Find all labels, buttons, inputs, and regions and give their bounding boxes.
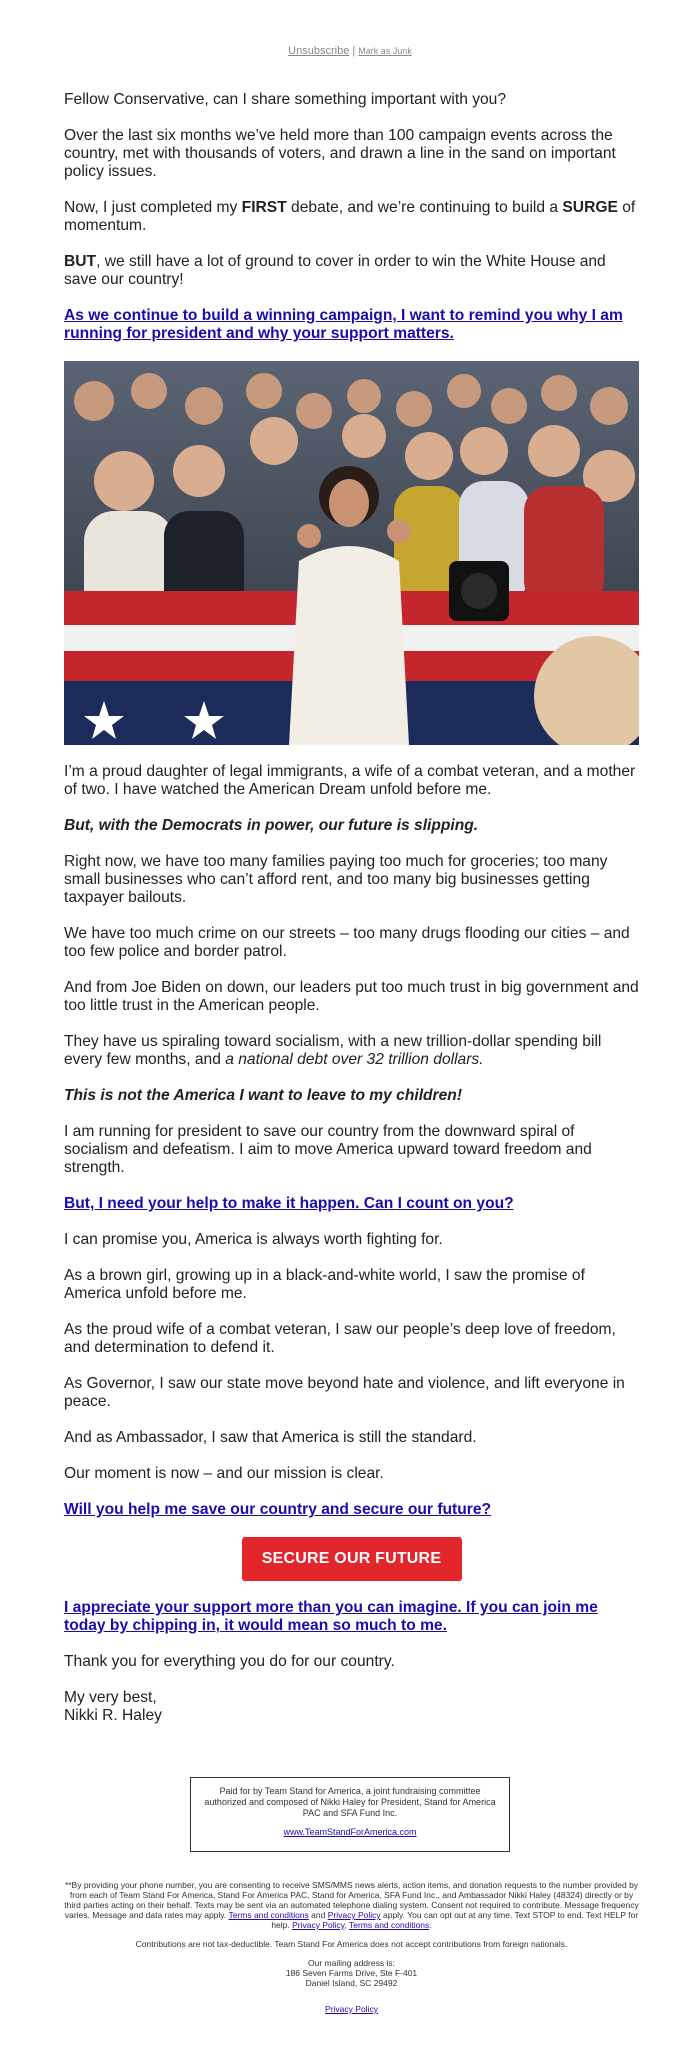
national-debt-emphasis: a national debt over 32 trillion dollars. [225, 1051, 484, 1068]
veteran-paragraph: As the proud wife of a combat veteran, I saw our people’s deep love of freedom, and determination to defend it. [64, 1321, 616, 1356]
secure-our-future-button[interactable]: SECURE OUR FUTURE [242, 1537, 462, 1581]
governor-paragraph: As Governor, I saw our state move beyond hate and violence, and lift everyone in peace. [64, 1375, 625, 1410]
unsubscribe-link[interactable]: Unsubscribe [288, 45, 350, 57]
email-body [64, 91, 639, 1743]
help-save-paragraph [64, 1501, 639, 1519]
privacy-link-2[interactable]: Privacy Policy [292, 1920, 345, 1930]
worth-fighting-paragraph: I can promise you, America is always worth fighting for. [64, 1231, 443, 1248]
button-row [64, 1537, 639, 1581]
crime-paragraph: We have too much crime on our streets – too many drugs flooding our cities – and too few police and border patrol. [64, 925, 630, 960]
socialism-paragraph: They have us spiraling toward socialism, with a new trillion-dollar spending bill every few months, and a national debt over 32 trillion dollars. [64, 1033, 602, 1068]
immigrants-paragraph: I’m a proud daughter of legal immigrants, a wife of a combat veteran, and a mother of two. I have watched the American Dream unfold before me. [64, 763, 636, 798]
closing-line: My very best, [64, 1689, 157, 1706]
paid-for-text: Paid for by Team Stand for America, a joint fundraising committee authorized and composed of Nikki Haley for President, Stand for America PAC and SFA Fund Inc. [204, 1786, 496, 1818]
thank-you-paragraph: Thank you for everything you do for our country. [64, 1653, 395, 1670]
signature-name: Nikki R. Haley [64, 1707, 162, 1724]
ambassador-paragraph: And as Ambassador, I saw that America is still the standard. [64, 1429, 477, 1446]
address-line-1: 186 Seven Farms Drive, Ste F-401 [285, 1968, 418, 1978]
surge-emphasis: SURGE [562, 199, 618, 216]
not-deductible-text: Contributions are not tax-deductible. Team Stand For America does not accept contributions from foreign nationals. [135, 1939, 568, 1949]
running-paragraph: I am running for president to save our country from the downward spiral of socialism and defeatism. I aim to move America upward toward freedom and strength. [64, 1123, 592, 1176]
privacy-link-1[interactable]: Privacy Policy [327, 1910, 381, 1920]
chip-in-paragraph [64, 1599, 639, 1635]
team-stand-link[interactable]: www.TeamStandForAmerica.com [283, 1827, 417, 1837]
header-separator: | [352, 45, 356, 57]
help-save-link[interactable]: Will you help me save our country and secure our future? [64, 1501, 492, 1518]
terms-link-1[interactable]: Terms and conditions [228, 1910, 309, 1920]
biden-paragraph: And from Joe Biden on down, our leaders put too much trust in big government and too little trust in the American people. [64, 979, 639, 1014]
but-emphasis: BUT [64, 253, 97, 270]
debate-paragraph: Now, I just completed my FIRST debate, and we’re continuing to build a SURGE of momentum. [64, 199, 636, 234]
ground-paragraph: BUT, we still have a lot of ground to cover in order to win the White House and save our country! [64, 253, 606, 288]
count-on-you-paragraph [64, 1195, 639, 1213]
brown-girl-paragraph: As a brown girl, growing up in a black-and-white world, I saw the promise of America unfold before me. [64, 1267, 585, 1302]
legal-footer [64, 1880, 639, 2014]
paid-for-box [190, 1777, 510, 1852]
groceries-paragraph: Right now, we have too many families paying too much for groceries; too many small businesses who can’t afford rent, and too many big businesses getting taxpayer bailouts. [64, 853, 608, 906]
moment-paragraph: Our moment is now – and our mission is clear. [64, 1465, 384, 1482]
democrats-paragraph: But, with the Democrats in power, our future is slipping. [64, 817, 479, 834]
greeting-paragraph: Fellow Conservative, can I share something important with you? [64, 91, 507, 108]
privacy-policy-footer-link[interactable]: Privacy Policy [325, 2004, 378, 2014]
sign-off [64, 1689, 639, 1725]
chip-in-link[interactable]: I appreciate your support more than you can imagine. If you can join me today by chipping in, it would mean so much to me. [64, 1599, 598, 1634]
terms-link-2[interactable]: Terms and conditions [348, 1920, 430, 1930]
count-on-you-link[interactable]: But, I need your help to make it happen. Can I count on you? [64, 1195, 514, 1212]
remind-paragraph [64, 307, 639, 343]
children-paragraph: This is not the America I want to leave to my children! [64, 1087, 463, 1104]
campaign-rally-photo[interactable] [64, 361, 639, 745]
mark-as-junk-link[interactable]: Mark as Junk [358, 46, 412, 56]
remind-why-link[interactable]: As we continue to build a winning campaign, I want to remind you why I am running for president and why your support matters. [64, 307, 623, 342]
email-header-links [0, 45, 700, 57]
sms-disclaimer: **By providing your phone number, you are consenting to receive SMS/MMS news alerts, action items, and donation requests to the number provided by from each of Team Stand For America, Stand For America PAC, Stand for America, SFA Fund Inc., and Ambassador Nikki Haley (48324) directly or by third parties acting on their behalf. Texts may be sent via an automated telephone dialing system. Consent not required to contribute. Message frequency varies. Message and data rates may apply. Terms and conditions and Privacy Policy apply. You can opt out at any time. Text STOP to end. Text HELP for help. Privacy Policy, Terms and conditions. [64, 1880, 639, 1930]
campaign-events-paragraph: Over the last six months we’ve held more than 100 campaign events across the country, met with thousands of voters, and drawn a line in the sand on important policy issues. [64, 127, 616, 180]
first-emphasis: FIRST [241, 199, 287, 216]
rally-photo-graphic [64, 361, 639, 745]
address-line-2: Daniel Island, SC 29492 [305, 1978, 398, 1988]
mailing-label: Our mailing address is: [308, 1958, 395, 1968]
